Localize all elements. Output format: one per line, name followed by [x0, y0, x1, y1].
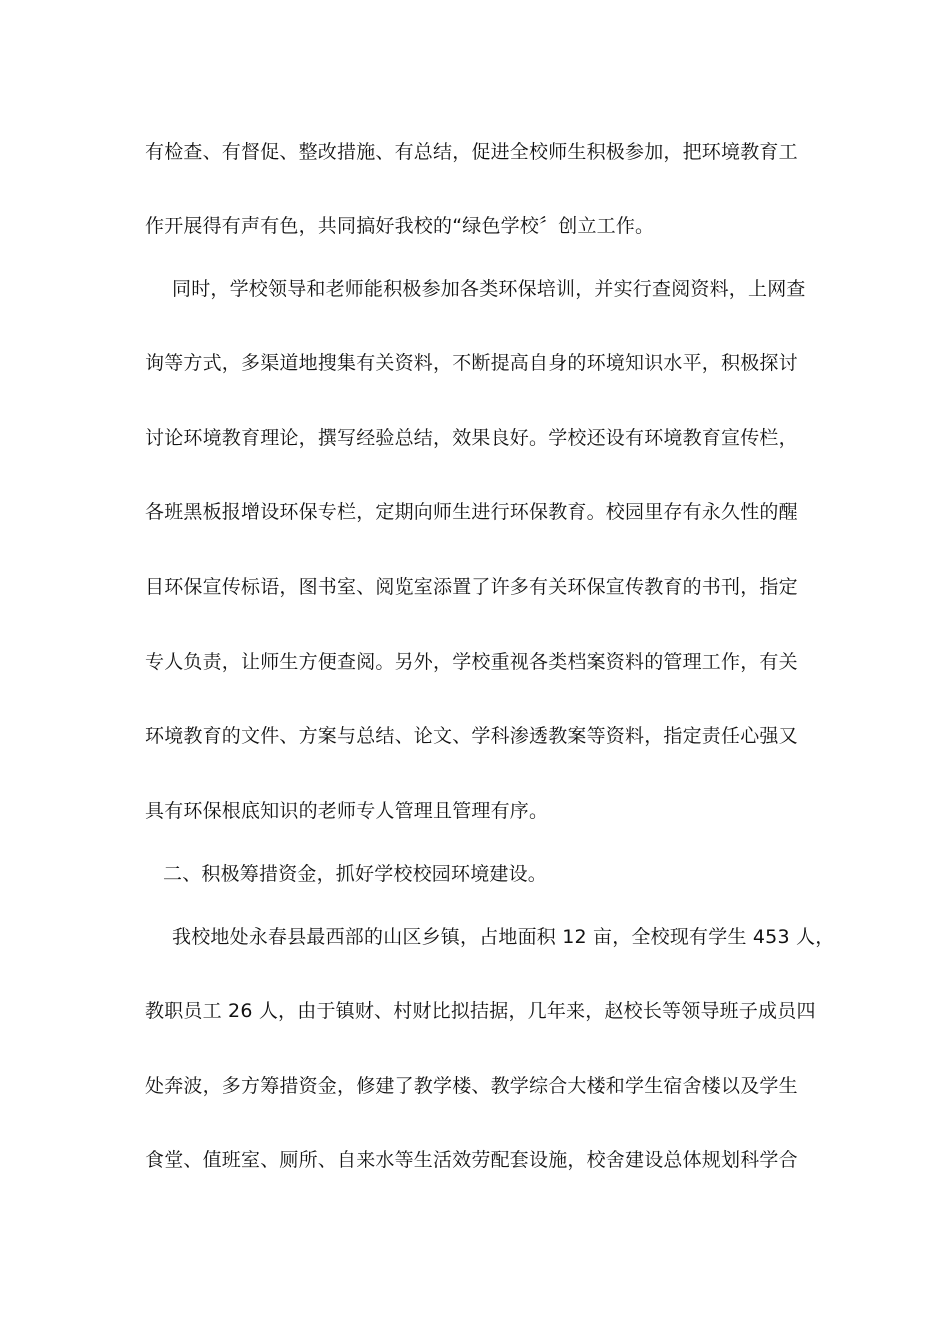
text-line-9: 环境教育的文件、方案与总结、论文、学科渗透教案等资料，指定责任心强又: [145, 725, 798, 747]
text-line-1: 有检查、有督促、整改措施、有总结，促进全校师生积极参加，把环境教育工: [145, 141, 798, 163]
text-line-8: 专人负责，让师生方便查阅。另外，学校重视各类档案资料的管理工作，有关: [145, 651, 798, 673]
section-heading: 二、积极筹措资金，抓好学校校园环境建设。: [163, 863, 548, 885]
text-line-10: 具有环保根底知识的老师专人管理且管理有序。: [145, 800, 549, 822]
text-line-6: 各班黑板报增设环保专栏，定期向师生进行环保教育。校园里存有永久性的醒: [145, 501, 798, 523]
text-line-15: 食堂、值班室、厕所、自来水等生活效劳配套设施，校舍建设总体规划科学合: [145, 1149, 798, 1171]
paragraph-start-line-2: 我校地处永春县最西部的山区乡镇，占地面积 12 亩，全校现有学生 453 人，: [172, 926, 835, 948]
text-line-2: 作开展得有声有色，共同搞好我校的“绿色学校〞创立工作。: [145, 215, 655, 237]
paragraph-start-line: 同时，学校领导和老师能积极参加各类环保培训，并实行查阅资料，上网查: [172, 278, 806, 300]
text-line-14: 处奔波，多方筹措资金，修建了教学楼、教学综合大楼和学生宿舍楼以及学生: [145, 1075, 798, 1097]
text-line-7: 目环保宣传标语，图书室、阅览室添置了许多有关环保宣传教育的书刊，指定: [145, 576, 798, 598]
text-line-4: 询等方式，多渠道地搜集有关资料，不断提高自身的环境知识水平，积极探讨: [145, 352, 798, 374]
text-line-13: 教职员工 26 人，由于镇财、村财比拟拮据，几年来，赵校长等领导班子成员四: [145, 1000, 816, 1022]
text-line-5: 讨论环境教育理论，撰写经验总结，效果良好。学校还设有环境教育宣传栏，: [145, 427, 798, 449]
